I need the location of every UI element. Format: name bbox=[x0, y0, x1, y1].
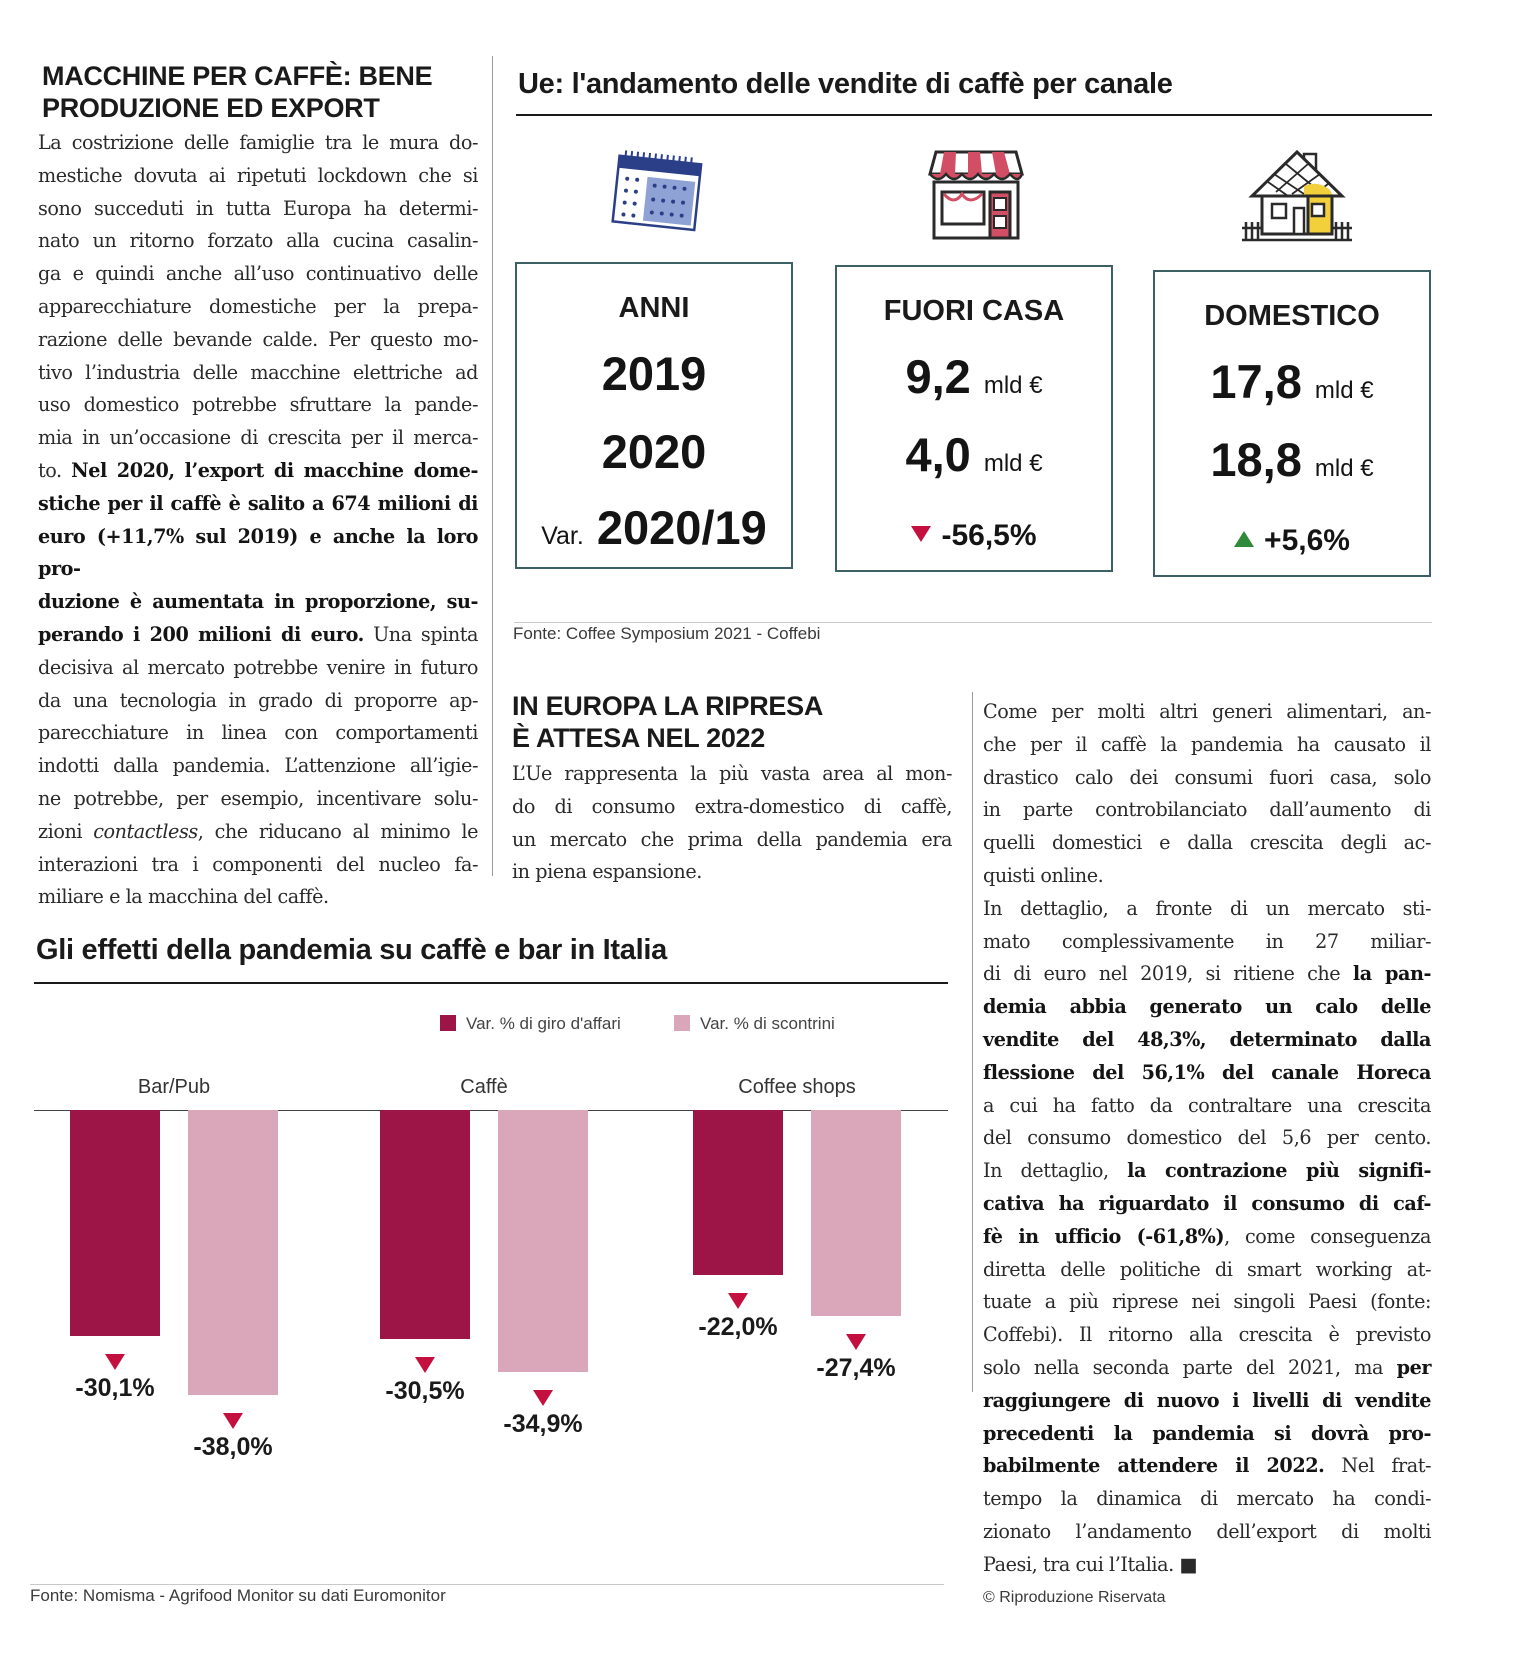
left-article-text: ga e quindi anche all’uso continuativo delle bbox=[38, 262, 478, 286]
right-article-line bbox=[983, 893, 1431, 926]
right-article-text: Come per molti altri generi alimentari, an- bbox=[983, 700, 1431, 723]
shop-icon bbox=[922, 148, 1030, 242]
domestico-change bbox=[1155, 524, 1429, 558]
left-article-line bbox=[38, 357, 478, 390]
eu-sales-title: Ue: l'andamento delle vendite di caffè per canale bbox=[518, 68, 1173, 100]
left-article-line bbox=[38, 127, 478, 160]
box-fuori-casa bbox=[835, 265, 1113, 572]
down-triangle-icon bbox=[728, 1293, 748, 1309]
right-article-text: flessione del 56,1% del canale Horeca bbox=[983, 1060, 1431, 1084]
right-article-text: precedenti la pandemia si dovrà pro- bbox=[983, 1421, 1431, 1445]
middle-article-text: do di consumo extra-domestico di caffè, bbox=[512, 794, 952, 818]
right-article-line bbox=[983, 1516, 1431, 1549]
right-article-line bbox=[983, 1090, 1431, 1123]
left-article-text: to. bbox=[38, 458, 72, 482]
right-article-line bbox=[983, 1450, 1431, 1483]
column-divider-left bbox=[492, 56, 493, 876]
fuori-casa-change-value: -56,5% bbox=[941, 519, 1037, 552]
left-article-text: duzione è aumentata in proporzione, su- bbox=[38, 590, 478, 614]
right-article-text: la pan- bbox=[1352, 962, 1431, 986]
left-article-line bbox=[38, 455, 478, 488]
chart-title-rule bbox=[34, 982, 948, 984]
right-article-text: quelli domestici e dalla crescita degli ac- bbox=[983, 831, 1431, 855]
fuori-casa-2019 bbox=[837, 349, 1111, 404]
domestico-change-value: +5,6% bbox=[1264, 524, 1350, 557]
chart-zero-axis bbox=[34, 1110, 948, 1111]
left-article-text: stiche per il caffè è salito a 674 milioni di bbox=[38, 491, 478, 515]
left-article-line bbox=[38, 586, 478, 619]
right-article-line bbox=[983, 1286, 1431, 1319]
category-label: Bar/Pub bbox=[137, 1076, 211, 1098]
right-article-text: mato complessivamente in 27 miliar- bbox=[983, 929, 1431, 953]
middle-headline-line1: IN EUROPA LA RIPRESA bbox=[512, 691, 824, 721]
data-label: -30,5% bbox=[385, 1376, 465, 1405]
domestico-2019-value: 17,8 bbox=[1210, 355, 1302, 408]
left-article-line bbox=[38, 783, 478, 816]
middle-article-text: un mercato che prima della pandemia era bbox=[512, 827, 952, 851]
middle-article-text: L’Ue rappresenta la più vasta area al mon- bbox=[512, 762, 952, 785]
right-article-line bbox=[983, 958, 1431, 991]
domestico-header: DOMESTICO bbox=[1204, 300, 1380, 332]
right-article-text: a cui ha fatto da contraltare una crescita bbox=[983, 1093, 1431, 1117]
down-triangle-icon bbox=[911, 526, 931, 542]
right-article-text: drastico calo dei consumi fuori casa, solo bbox=[983, 765, 1431, 789]
left-article-line bbox=[38, 193, 478, 226]
left-article-text: interazioni tra i componenti del nucleo fa- bbox=[38, 852, 478, 876]
left-article-text: razione delle bevande calde. Per questo mo- bbox=[38, 327, 478, 351]
down-triangle-icon bbox=[415, 1357, 435, 1373]
right-article-text: la contrazione più signifi- bbox=[1127, 1159, 1431, 1183]
right-article-text: in parte controbilanciato dall’aumento di bbox=[983, 798, 1431, 822]
right-article-line bbox=[983, 926, 1431, 959]
fuori-casa-2019-value: 9,2 bbox=[905, 350, 971, 403]
middle-article-line bbox=[512, 856, 952, 889]
right-article-text: per bbox=[1396, 1355, 1431, 1379]
left-article-line bbox=[38, 849, 478, 882]
bar-scontrini bbox=[188, 1110, 278, 1395]
bar-scontrini bbox=[811, 1110, 901, 1316]
left-article-text: euro (+11,7% sul 2019) e anche la loro pro- bbox=[38, 524, 478, 581]
left-article-line bbox=[38, 619, 478, 652]
left-article-line bbox=[38, 422, 478, 455]
left-article-text: uso domestico potrebbe sfruttare la pande- bbox=[38, 393, 478, 417]
left-article-line bbox=[38, 750, 478, 783]
right-article-line bbox=[983, 1549, 1431, 1582]
data-label: -30,1% bbox=[75, 1373, 155, 1402]
chart-source: Fonte: Nomisma - Agrifood Monitor su dati Euromonitor bbox=[30, 1586, 446, 1605]
left-article-text: tivo l’industria delle macchine elettriche ad bbox=[38, 360, 478, 384]
left-headline-line1: MACCHINE PER CAFFÈ: BENE bbox=[42, 61, 433, 91]
left-article-line bbox=[38, 717, 478, 750]
calendar-icon bbox=[608, 150, 708, 234]
right-article-line bbox=[983, 1385, 1431, 1418]
right-article-line bbox=[983, 991, 1431, 1024]
legend-item-scontrini bbox=[674, 1014, 835, 1034]
right-article-line bbox=[983, 860, 1431, 893]
right-article-line bbox=[983, 1418, 1431, 1451]
right-article-text: zionato l’andamento dell’export di molti bbox=[983, 1519, 1431, 1543]
left-article-text: mia in un’occasione di crescita per il merca- bbox=[38, 426, 478, 450]
left-article-text: apparecchiature domestiche per la prepa- bbox=[38, 294, 478, 318]
left-article-line bbox=[38, 488, 478, 521]
right-article-line bbox=[983, 1319, 1431, 1352]
up-triangle-icon bbox=[1234, 531, 1254, 547]
left-article-text: nato un ritorno forzato alla cucina casalin- bbox=[38, 229, 478, 253]
legend-swatch-scontrini bbox=[674, 1015, 690, 1031]
middle-article-line bbox=[512, 824, 952, 857]
domestico-2020 bbox=[1155, 432, 1429, 487]
legend-label-giro-affari: Var. % di giro d'affari bbox=[466, 1014, 621, 1033]
left-article-text: zioni bbox=[38, 819, 94, 843]
bar-giro-affari bbox=[70, 1110, 160, 1336]
right-article-text: fè in ufficio (-61,8%) bbox=[983, 1224, 1225, 1248]
domestico-2019-unit: mld € bbox=[1314, 377, 1374, 404]
right-article-line bbox=[983, 794, 1431, 827]
right-article-text: In dettaglio, bbox=[983, 1159, 1128, 1183]
data-label: -38,0% bbox=[193, 1433, 273, 1461]
left-article-text: Una spinta bbox=[363, 622, 478, 646]
right-article-line bbox=[983, 1024, 1431, 1057]
left-article-text: da una tecnologia in grado di proporre ap- bbox=[38, 688, 478, 712]
right-article-text: Paesi, tra cui l’Italia. bbox=[983, 1552, 1180, 1576]
category-label: Coffee shops bbox=[738, 1076, 856, 1098]
down-triangle-icon bbox=[223, 1413, 243, 1429]
left-article-text: sono succeduti in tutta Europa ha determi- bbox=[38, 196, 478, 220]
right-article-text: Coffebi). Il ritorno alla crescita è previsto bbox=[983, 1323, 1431, 1347]
right-article-line bbox=[983, 1155, 1431, 1188]
chart-title: Gli effetti della pandemia su caffè e bar in Italia bbox=[36, 934, 667, 966]
domestico-2019 bbox=[1155, 354, 1429, 409]
left-article-line bbox=[38, 685, 478, 718]
right-article-text: del consumo domestico del 5,6 per cento. bbox=[983, 1126, 1431, 1150]
left-article-text: decisiva al mercato potrebbe venire in futuro bbox=[38, 655, 478, 679]
bar-giro-affari bbox=[380, 1110, 470, 1339]
fuori-casa-2020-unit: mld € bbox=[983, 450, 1043, 477]
middle-article-line bbox=[512, 758, 952, 791]
right-article-text: diretta delle politiche di smart working at- bbox=[983, 1257, 1431, 1281]
anni-year-2019: 2019 bbox=[601, 347, 707, 400]
domestico-2020-unit: mld € bbox=[1314, 455, 1374, 482]
left-article-text: La costrizione delle famiglie tra le mura do- bbox=[38, 131, 478, 154]
domestico-2020-value: 18,8 bbox=[1210, 433, 1302, 486]
anni-var-row bbox=[517, 500, 791, 555]
right-article-body bbox=[983, 696, 1431, 1582]
box-domestico bbox=[1153, 270, 1431, 577]
right-article-line bbox=[983, 1057, 1431, 1090]
left-headline-line2: PRODUZIONE ED EXPORT bbox=[42, 93, 380, 123]
down-triangle-icon bbox=[105, 1354, 125, 1370]
right-article-text: di di euro nel 2019, si ritiene che bbox=[983, 962, 1353, 986]
anni-header: ANNI bbox=[618, 292, 690, 324]
fuori-casa-change bbox=[837, 519, 1111, 553]
right-article-line bbox=[983, 729, 1431, 762]
right-article-text: tempo la dinamica di mercato ha condi- bbox=[983, 1487, 1431, 1511]
right-article-text: Nel frat- bbox=[1324, 1454, 1431, 1478]
right-article-line bbox=[983, 1254, 1431, 1287]
right-article-text: ■ bbox=[1179, 1552, 1198, 1576]
down-triangle-icon bbox=[846, 1334, 866, 1350]
box-anni bbox=[515, 262, 793, 569]
left-article-line bbox=[38, 160, 478, 193]
fuori-casa-2019-unit: mld € bbox=[983, 372, 1043, 399]
anni-year-2020: 2020 bbox=[601, 425, 707, 478]
left-article-line bbox=[38, 225, 478, 258]
left-article-body bbox=[38, 127, 478, 914]
right-article-line bbox=[983, 1483, 1431, 1516]
middle-article-body bbox=[512, 758, 952, 889]
middle-article-headline bbox=[512, 690, 952, 754]
legend-swatch-giro-affari bbox=[440, 1015, 456, 1031]
left-article-text: contactless bbox=[93, 819, 198, 843]
anni-var-prefix: Var. bbox=[541, 522, 584, 550]
right-article-text: demia abbia generato un calo delle bbox=[983, 995, 1431, 1019]
left-article-line bbox=[38, 389, 478, 422]
data-label: -22,0% bbox=[698, 1313, 778, 1341]
right-article-text: quisti online. bbox=[983, 863, 1104, 887]
legend-label-scontrini: Var. % di scontrini bbox=[700, 1014, 835, 1033]
right-article-text: In dettaglio, a fronte di un mercato sti- bbox=[983, 896, 1431, 920]
right-article-line bbox=[983, 1352, 1431, 1385]
right-article-text: che per il caffè la pandemia ha causato il bbox=[983, 732, 1431, 756]
middle-article-line bbox=[512, 791, 952, 824]
right-article-line bbox=[983, 827, 1431, 860]
right-article-text: cativa ha riguardato il consumo di caf- bbox=[983, 1191, 1431, 1215]
eu-sales-bottom-rule bbox=[514, 622, 1432, 623]
left-article-text: Nel 2020, l’export di macchine dome- bbox=[71, 458, 479, 482]
copyright-notice: © Riproduzione Riservata bbox=[983, 1589, 1166, 1606]
category-label: Caffè bbox=[460, 1076, 508, 1098]
eu-sales-source: Fonte: Coffee Symposium 2021 - Coffebi bbox=[513, 624, 821, 643]
middle-headline-line2: È ATTESA NEL 2022 bbox=[512, 723, 765, 753]
left-article-line bbox=[38, 881, 478, 914]
right-article-line bbox=[983, 1221, 1431, 1254]
anni-var-label: 2020/19 bbox=[596, 501, 767, 554]
left-article-line bbox=[38, 258, 478, 291]
fuori-casa-2020-value: 4,0 bbox=[905, 428, 971, 481]
eu-sales-title-rule bbox=[516, 114, 1432, 116]
left-article-text: mestiche dovuta ai ripetuti lockdown che si bbox=[38, 163, 478, 187]
bar-scontrini bbox=[498, 1110, 588, 1372]
left-article-text: miliare e la macchina del caffè. bbox=[38, 885, 329, 909]
left-article-text: parecchiature in linea con comportamenti bbox=[38, 721, 478, 745]
left-article-line bbox=[38, 291, 478, 324]
down-triangle-icon bbox=[533, 1390, 553, 1406]
right-article-text: tuate a più riprese nei singoli Paesi (fonte: bbox=[983, 1290, 1431, 1314]
left-article-text: , che riducano al minimo le bbox=[197, 819, 478, 843]
right-article-text: , come conseguenza bbox=[1224, 1224, 1431, 1248]
house-icon bbox=[1242, 146, 1352, 246]
data-label: -27,4% bbox=[816, 1353, 896, 1382]
fuori-casa-2020 bbox=[837, 427, 1111, 482]
left-article-text: ne potrebbe, per esempio, incentivare solu- bbox=[38, 786, 478, 810]
bar-giro-affari bbox=[693, 1110, 783, 1275]
right-article-text: babilmente attendere il 2022. bbox=[983, 1454, 1325, 1478]
left-article-headline bbox=[42, 60, 472, 124]
right-article-line bbox=[983, 696, 1431, 729]
left-article-line bbox=[38, 324, 478, 357]
right-article-text: vendite del 48,3%, determinato dalla bbox=[983, 1027, 1431, 1051]
left-article-line bbox=[38, 816, 478, 849]
middle-article-text: in piena espansione. bbox=[512, 860, 702, 884]
left-article-text: indotti dalla pandemia. L’attenzione all’igie- bbox=[38, 754, 478, 778]
legend-item-giro-affari bbox=[440, 1014, 621, 1034]
right-article-text: solo nella seconda parte del 2021, ma bbox=[983, 1355, 1397, 1379]
left-article-text: perando i 200 milioni di euro. bbox=[38, 622, 364, 646]
right-article-line bbox=[983, 1122, 1431, 1155]
left-article-line bbox=[38, 521, 478, 587]
right-article-line bbox=[983, 762, 1431, 795]
chart-bottom-rule bbox=[30, 1584, 944, 1585]
column-divider-right bbox=[972, 692, 973, 1392]
data-label: -34,9% bbox=[503, 1409, 583, 1438]
right-article-line bbox=[983, 1188, 1431, 1221]
right-article-text: raggiungere di nuovo i livelli di vendite bbox=[983, 1388, 1431, 1412]
left-article-line bbox=[38, 652, 478, 685]
fuori-casa-header: FUORI CASA bbox=[883, 295, 1065, 327]
